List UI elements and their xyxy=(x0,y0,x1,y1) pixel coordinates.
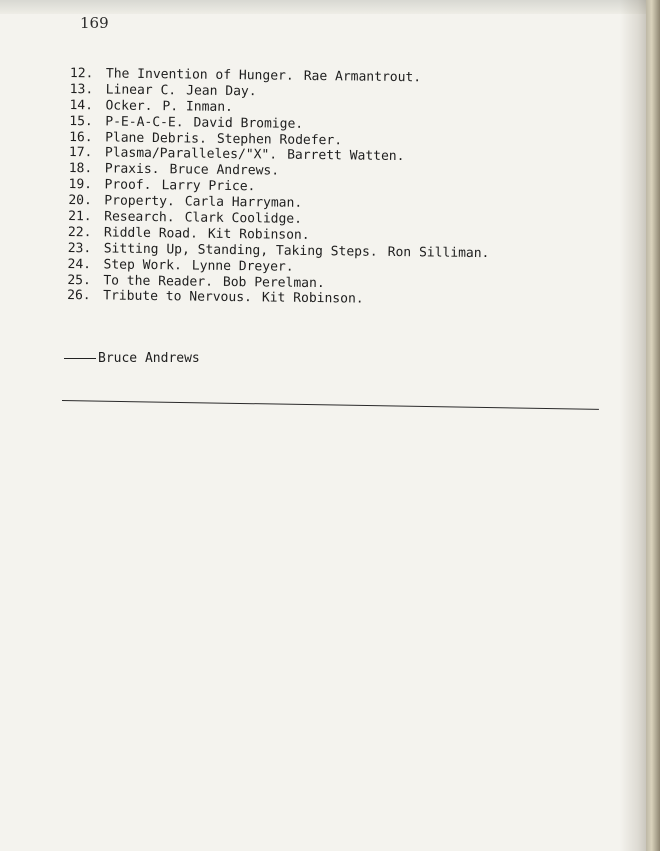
entry-title: Linear C. xyxy=(105,82,177,99)
entry-number: 14. xyxy=(69,97,94,114)
entry-title: Plasma/Paralleles/"X". xyxy=(104,145,278,163)
entry-title: Praxis. xyxy=(104,161,160,178)
entry-number: 12. xyxy=(69,66,94,82)
entry-title: The Invention of Hunger. xyxy=(105,66,294,84)
entry-number: 16. xyxy=(69,129,93,145)
entry-number: 19. xyxy=(68,177,93,193)
entry-title: Riddle Road. xyxy=(103,225,198,242)
entry-author: Bruce Andrews. xyxy=(169,162,280,179)
entry-author: Stephen Rodefer. xyxy=(216,131,343,148)
entry-title: Tribute to Nervous. xyxy=(103,288,252,306)
entry-number: 20. xyxy=(68,193,92,209)
entry-number: 15. xyxy=(69,113,93,129)
entry-number: 13. xyxy=(69,81,94,98)
section-divider xyxy=(62,400,599,410)
signature-dash xyxy=(64,358,96,359)
entry-title: Plane Debris. xyxy=(105,129,207,147)
entry-number: 26. xyxy=(67,288,91,304)
entry-number: 23. xyxy=(67,240,92,257)
signature xyxy=(64,351,200,366)
entry-number: 24. xyxy=(67,256,92,272)
page-number: 169 xyxy=(80,14,109,32)
entry-author: Barrett Watten. xyxy=(287,148,405,165)
entry-author: Carla Harryman. xyxy=(184,194,303,211)
entry-title: Ocker. xyxy=(105,98,153,114)
entry-author: David Bromige. xyxy=(193,115,304,132)
entry-number: 22. xyxy=(67,224,92,241)
entry-title: Step Work. xyxy=(103,257,182,274)
entry-author: Bob Perelman. xyxy=(222,274,325,291)
entry-number: 18. xyxy=(68,161,93,177)
entry-author: Lynne Dreyer. xyxy=(191,258,294,275)
entry-title: Property. xyxy=(104,193,175,210)
entry-title: To the Reader. xyxy=(103,273,214,290)
entry-title: Sitting Up, Standing, Taking Steps. xyxy=(103,241,378,260)
entry-author: Larry Price. xyxy=(161,178,256,195)
entry-author: Kit Robinson. xyxy=(261,290,364,308)
entry-title: P-E-A-C-E. xyxy=(105,114,184,131)
entry-author: Ron Silliman. xyxy=(387,244,490,261)
entry-number: 21. xyxy=(68,209,92,225)
entry-author: Kit Robinson. xyxy=(207,226,310,243)
entry-title: Proof. xyxy=(104,177,152,194)
contents-list xyxy=(67,66,590,311)
entry-author: P. Inman. xyxy=(162,98,234,115)
entry-number: 17. xyxy=(68,145,93,161)
page-right-edge xyxy=(646,0,660,851)
entry-number: 25. xyxy=(67,272,91,288)
entry-author: Jean Day. xyxy=(186,83,257,100)
entry-title: Research. xyxy=(104,209,175,226)
entry-author: Clark Coolidge. xyxy=(184,210,303,227)
signature-name: Bruce Andrews xyxy=(98,351,200,366)
entry-author: Rae Armantrout. xyxy=(303,68,422,86)
page-top-edge xyxy=(0,0,660,14)
